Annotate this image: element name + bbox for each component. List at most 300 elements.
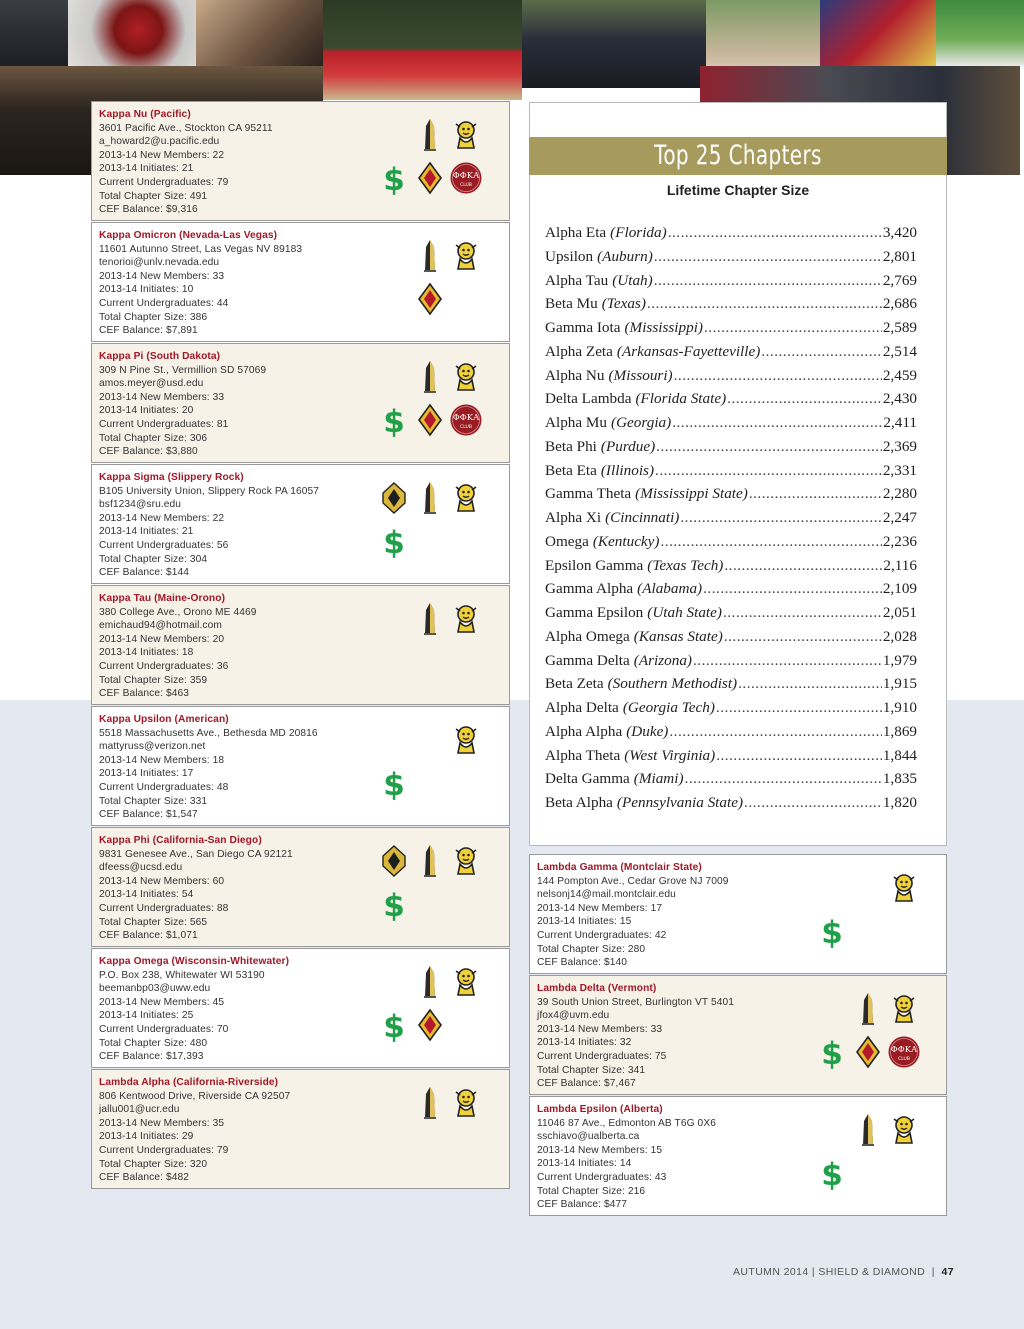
- lion-icon: [452, 118, 480, 152]
- page-number: 47: [941, 1266, 955, 1278]
- chapter-info: [99, 108, 273, 217]
- lion-icon: [452, 239, 480, 273]
- svg-text:$: $: [383, 162, 405, 195]
- chapter-new-members: 2013-14 New Members: 33: [99, 391, 225, 403]
- chapter-address: 3601 Pacific Ave., Stockton CA 95211: [99, 122, 273, 134]
- top25-panel: [529, 102, 947, 846]
- chapter-card: [529, 1096, 947, 1216]
- top25-count: 2,459: [882, 366, 917, 384]
- obelisk-icon: [416, 481, 444, 515]
- chapter-card: [529, 975, 947, 1095]
- chapter-cef-balance: CEF Balance: $140: [537, 957, 628, 969]
- chapter-info: [99, 955, 289, 1064]
- dot-leader: [724, 557, 882, 575]
- chapter-card: [91, 101, 510, 221]
- dot-leader: [654, 248, 882, 266]
- dollar-icon: [380, 766, 408, 800]
- top25-count: 1,979: [882, 651, 917, 669]
- chapter-name: Kappa Omega (Wisconsin-Whitewater): [99, 956, 290, 967]
- top25-count: 1,915: [882, 675, 917, 693]
- top25-chapter: Gamma Iota: [545, 319, 621, 336]
- chapter-cef-balance: CEF Balance: $1,547: [99, 809, 198, 821]
- lion-icon: [452, 360, 480, 394]
- top25-school: (Duke): [626, 722, 669, 740]
- dot-leader: [761, 343, 882, 361]
- chapter-card: [91, 1069, 510, 1189]
- gold-shield-icon: [380, 481, 408, 515]
- dot-leader: [716, 699, 882, 717]
- top25-school: (Cincinnati): [605, 509, 680, 526]
- top25-count: 2,109: [882, 580, 917, 598]
- obelisk-icon: [854, 992, 882, 1026]
- top25-row: [545, 272, 917, 294]
- lion-icon: [452, 1086, 480, 1120]
- chapter-initiates: 2013-14 Initiates: 10: [99, 284, 194, 296]
- top25-count: 2,051: [882, 604, 917, 621]
- top25-count: 2,116: [883, 556, 917, 574]
- top25-school: (Miami): [633, 770, 684, 788]
- top25-school: (Florida): [610, 224, 667, 241]
- top25-chapter: Alpha Omega: [545, 627, 630, 645]
- left-chapter-column: [91, 101, 510, 1190]
- obelisk-icon: [416, 239, 444, 273]
- dot-leader: [655, 462, 882, 480]
- chapter-initiates: 2013-14 Initiates: 18: [99, 647, 194, 659]
- top25-school: (Arkansas-Fayetteville): [616, 342, 761, 360]
- chapter-new-members: 2013-14 New Members: 45: [99, 996, 225, 1008]
- chapter-card: [529, 854, 947, 974]
- top25-row: [545, 367, 917, 389]
- chapter-card: [91, 827, 510, 947]
- top25-chapter: Alpha Alpha: [545, 722, 623, 740]
- top25-row: [545, 248, 917, 270]
- chapter-card: [91, 222, 510, 342]
- top25-school: (Kentucky): [592, 532, 660, 550]
- top25-row: [545, 652, 917, 674]
- top25-row: [545, 628, 917, 650]
- svg-text:$: $: [383, 404, 405, 437]
- chapter-undergraduates: Current Undergraduates: 81: [99, 418, 229, 430]
- chapter-cef-balance: CEF Balance: $482: [99, 1172, 190, 1184]
- svg-text:$: $: [821, 1036, 843, 1069]
- chapter-size: Total Chapter Size: 304: [99, 553, 208, 565]
- chapter-email[interactable]: amos.meyer@usd.edu: [99, 378, 204, 390]
- phi-club-icon: [449, 161, 483, 195]
- dollar-icon: [818, 1035, 846, 1069]
- dot-leader: [738, 675, 882, 693]
- top25-school: (Missouri): [608, 366, 673, 384]
- dollar-icon: [818, 1156, 846, 1190]
- chapter-name: Kappa Omicron (Nevada-Las Vegas): [99, 230, 278, 241]
- top25-row: [545, 438, 917, 460]
- dot-leader: [685, 770, 882, 788]
- chapter-info: [99, 1076, 290, 1185]
- top25-school: (Kansas State): [633, 627, 723, 645]
- chapter-info: [99, 713, 318, 822]
- top25-row: [545, 604, 917, 626]
- chapter-address: P.O. Box 238, Whitewater WI 53190: [99, 969, 265, 981]
- chapter-card: [91, 948, 510, 1068]
- dollar-icon: [380, 524, 408, 558]
- dot-leader: [704, 319, 882, 337]
- chapter-new-members: 2013-14 New Members: 15: [537, 1144, 663, 1156]
- chapter-name: Kappa Sigma (Slippery Rock): [99, 472, 244, 483]
- svg-text:CLUB: CLUB: [460, 425, 472, 430]
- top25-row: [545, 557, 917, 579]
- top25-count: 2,514: [882, 342, 917, 360]
- diamond-icon: [854, 1035, 882, 1069]
- svg-text:$: $: [383, 767, 405, 800]
- top25-count: 2,280: [882, 485, 917, 503]
- chapter-email[interactable]: jfox4@uvm.edu: [537, 1010, 610, 1022]
- chapter-new-members: 2013-14 New Members: 22: [99, 149, 225, 161]
- lion-icon: [452, 844, 480, 878]
- top25-count: 1,844: [882, 746, 917, 764]
- chapter-undergraduates: Current Undergraduates: 75: [537, 1050, 667, 1062]
- chapter-email[interactable]: a_howard2@u.pacific.edu: [99, 136, 220, 148]
- top25-school: (Mississippi State): [635, 485, 748, 503]
- top25-count: 2,430: [882, 390, 917, 408]
- diamond-icon: [416, 161, 444, 195]
- dot-leader: [716, 747, 882, 765]
- chapter-info: [99, 834, 293, 943]
- chapter-name: Kappa Tau (Maine-Orono): [99, 593, 226, 604]
- top25-chapter: Gamma Epsilon: [545, 604, 644, 621]
- top25-chapter: Gamma Alpha: [545, 580, 634, 598]
- chapter-cef-balance: CEF Balance: $463: [99, 688, 190, 700]
- top25-row: [545, 390, 917, 412]
- dot-leader: [674, 367, 882, 385]
- page-footer: [733, 1266, 954, 1278]
- dollar-icon: [380, 161, 408, 195]
- chapter-new-members: 2013-14 New Members: 22: [99, 512, 225, 524]
- top25-row: [545, 319, 917, 341]
- chapter-card: [91, 464, 510, 584]
- dot-leader: [672, 414, 882, 432]
- svg-text:ΦΦΚΑ: ΦΦΚΑ: [452, 413, 480, 423]
- right-chapter-column: [529, 854, 947, 1218]
- top25-school: (West Virginia): [624, 746, 716, 764]
- chapter-cef-balance: CEF Balance: $1,071: [99, 930, 198, 942]
- chapter-card: [91, 585, 510, 705]
- dot-leader: [680, 509, 881, 527]
- dot-leader: [669, 723, 881, 741]
- chapter-card: [91, 706, 510, 826]
- diamond-icon: [416, 282, 444, 316]
- chapter-size: Total Chapter Size: 359: [99, 674, 208, 686]
- dot-leader: [693, 652, 882, 670]
- top25-count: 2,769: [882, 271, 917, 289]
- dollar-icon: [380, 887, 408, 921]
- top25-count: 2,028: [882, 627, 917, 645]
- chapter-cef-balance: CEF Balance: $144: [99, 567, 190, 579]
- top25-count: 1,869: [882, 722, 917, 740]
- dollar-icon: [380, 403, 408, 437]
- top25-row: [545, 224, 917, 246]
- chapter-email[interactable]: dfeess@ucsd.edu: [99, 862, 183, 874]
- chapter-size: Total Chapter Size: 480: [99, 1037, 208, 1049]
- top25-school: (Utah State): [647, 604, 722, 621]
- top25-chapter: Beta Phi: [545, 437, 597, 455]
- chapter-new-members: 2013-14 New Members: 17: [537, 902, 663, 914]
- top25-count: 2,411: [883, 414, 917, 431]
- chapter-cef-balance: CEF Balance: $477: [537, 1199, 628, 1211]
- chapter-size: Total Chapter Size: 565: [99, 916, 208, 928]
- top25-row: [545, 699, 917, 721]
- svg-text:CLUB: CLUB: [898, 1057, 910, 1062]
- chapter-info: [99, 350, 266, 459]
- photo-group-chapter: [522, 0, 706, 88]
- top25-count: 2,589: [882, 319, 917, 336]
- diamond-icon: [416, 403, 444, 437]
- gold-shield-icon: [380, 844, 408, 878]
- chapter-address: 380 College Ave., Orono ME 4469: [99, 606, 257, 618]
- phi-club-icon: [887, 1035, 921, 1069]
- svg-text:$: $: [821, 915, 843, 948]
- chapter-name: Lambda Delta (Vermont): [537, 983, 657, 994]
- chapter-name: Kappa Pi (South Dakota): [99, 351, 221, 362]
- top25-chapter: Omega: [545, 532, 589, 550]
- top25-school: (Texas): [601, 295, 646, 313]
- chapter-info: [537, 982, 734, 1091]
- top25-school: (Southern Methodist): [607, 675, 738, 693]
- top25-row: [545, 462, 917, 484]
- top25-count: 2,247: [882, 509, 917, 526]
- chapter-address: 144 Pompton Ave., Cedar Grove NJ 7009: [537, 875, 729, 887]
- chapter-new-members: 2013-14 New Members: 35: [99, 1117, 225, 1129]
- chapter-new-members: 2013-14 New Members: 33: [537, 1023, 663, 1035]
- dollar-icon: [818, 914, 846, 948]
- chapter-undergraduates: Current Undergraduates: 79: [99, 1144, 229, 1156]
- chapter-size: Total Chapter Size: 280: [537, 943, 646, 955]
- top25-chapter: Beta Mu: [545, 295, 598, 313]
- dot-leader: [724, 628, 882, 646]
- top25-school: (Auburn): [597, 247, 653, 265]
- top25-school: (Pennsylvania State): [616, 794, 744, 811]
- photo-pi-kappa-flag: [820, 0, 936, 66]
- top25-chapter: Alpha Delta: [545, 699, 619, 716]
- top25-chapter: Beta Zeta: [545, 675, 604, 693]
- chapter-email[interactable]: tenorioi@unlv.nevada.edu: [99, 257, 220, 269]
- chapter-address: 39 South Union Street, Burlington VT 5401: [537, 996, 735, 1008]
- chapter-info: [99, 229, 302, 338]
- top25-row: [545, 414, 917, 436]
- chapter-size: Total Chapter Size: 306: [99, 432, 208, 444]
- dot-leader: [727, 390, 882, 408]
- top25-chapter: Alpha Zeta: [545, 342, 613, 360]
- top25-chapter: Upsilon: [545, 247, 594, 265]
- diamond-icon: [416, 1008, 444, 1042]
- chapter-email[interactable]: jallu001@ucr.edu: [99, 1104, 180, 1116]
- photo-pka-banner: [323, 0, 522, 100]
- top25-count: 1,820: [882, 794, 917, 811]
- top25-chapter: Alpha Eta: [545, 224, 607, 241]
- chapter-initiates: 2013-14 Initiates: 54: [99, 889, 194, 901]
- top25-school: (Arizona): [633, 651, 692, 669]
- top25-row: [545, 580, 917, 602]
- obelisk-icon: [416, 1086, 444, 1120]
- top25-school: (Alabama): [637, 580, 703, 598]
- dot-leader: [656, 438, 882, 456]
- chapter-cef-balance: CEF Balance: $7,891: [99, 325, 198, 337]
- chapter-info: [99, 592, 257, 701]
- top25-subtitle: Lifetime Chapter Size: [666, 182, 810, 198]
- obelisk-icon: [416, 602, 444, 636]
- top25-chapter: Alpha Tau: [545, 271, 609, 289]
- chapter-address: 309 N Pine St., Vermillion SD 57069: [99, 364, 267, 376]
- top25-chapter: Beta Alpha: [545, 794, 613, 811]
- top25-chapter: Gamma Delta: [545, 651, 630, 669]
- chapter-initiates: 2013-14 Initiates: 21: [99, 163, 194, 175]
- top25-count: 2,801: [882, 247, 917, 265]
- svg-text:$: $: [383, 888, 405, 921]
- chapter-undergraduates: Current Undergraduates: 44: [99, 297, 229, 309]
- svg-text:ΦΦΚΑ: ΦΦΚΑ: [452, 171, 480, 181]
- chapter-card: [91, 343, 510, 463]
- top25-row: [545, 723, 917, 745]
- top25-row: [545, 533, 917, 555]
- chapter-new-members: 2013-14 New Members: 60: [99, 875, 225, 887]
- chapter-undergraduates: Current Undergraduates: 36: [99, 660, 229, 672]
- top25-school: (Texas Tech): [647, 556, 724, 574]
- chapter-size: Total Chapter Size: 491: [99, 190, 208, 202]
- obelisk-icon: [416, 360, 444, 394]
- chapter-cef-balance: CEF Balance: $7,467: [537, 1078, 636, 1090]
- chapter-initiates: 2013-14 Initiates: 21: [99, 526, 194, 538]
- chapter-name: Kappa Upsilon (American): [99, 714, 229, 725]
- photo-basketball-player: [196, 0, 323, 66]
- lion-icon: [890, 1113, 918, 1147]
- chapter-info: [537, 1103, 716, 1212]
- chapter-name: Lambda Alpha (California-Riverside): [99, 1077, 279, 1088]
- top25-row: [545, 343, 917, 365]
- top25-chapter: Gamma Theta: [545, 485, 632, 503]
- chapter-size: Total Chapter Size: 216: [537, 1185, 646, 1197]
- chapter-size: Total Chapter Size: 386: [99, 311, 208, 323]
- top25-row: [545, 675, 917, 697]
- photo-men-suits: [0, 0, 68, 66]
- chapter-initiates: 2013-14 Initiates: 15: [537, 916, 632, 928]
- svg-text:$: $: [821, 1157, 843, 1190]
- top25-chapter: Alpha Nu: [545, 366, 605, 384]
- chapter-cef-balance: CEF Balance: $17,393: [99, 1051, 204, 1063]
- chapter-info: [99, 471, 319, 580]
- top25-chapter: Beta Eta: [545, 461, 597, 479]
- top25-school: (Purdue): [600, 437, 656, 455]
- top25-chapter: Epsilon Gamma: [545, 556, 644, 574]
- chapter-undergraduates: Current Undergraduates: 88: [99, 902, 229, 914]
- top25-chapter: Alpha Theta: [545, 746, 621, 764]
- dollar-icon: [380, 1008, 408, 1042]
- lion-icon: [452, 723, 480, 757]
- top25-row: [545, 747, 917, 769]
- chapter-initiates: 2013-14 Initiates: 32: [537, 1037, 632, 1049]
- chapter-undergraduates: Current Undergraduates: 48: [99, 781, 229, 793]
- top25-row: [545, 295, 917, 317]
- top25-row: [545, 485, 917, 507]
- chapter-new-members: 2013-14 New Members: 18: [99, 754, 225, 766]
- chapter-initiates: 2013-14 Initiates: 17: [99, 768, 194, 780]
- dot-leader: [723, 604, 882, 622]
- chapter-initiates: 2013-14 Initiates: 14: [537, 1158, 632, 1170]
- dot-leader: [749, 485, 882, 503]
- chapter-undergraduates: Current Undergraduates: 42: [537, 929, 667, 941]
- top25-chapter: Delta Gamma: [545, 770, 630, 788]
- footer-separator: |: [928, 1266, 942, 1278]
- chapter-email[interactable]: bsf1234@sru.edu: [99, 499, 182, 511]
- chapter-size: Total Chapter Size: 331: [99, 795, 208, 807]
- photo-football-action: [936, 0, 1024, 66]
- obelisk-icon: [854, 1113, 882, 1147]
- top25-count: 3,420: [882, 224, 917, 241]
- top25-count: 2,686: [882, 295, 917, 313]
- dot-leader: [647, 295, 882, 313]
- chapter-new-members: 2013-14 New Members: 33: [99, 270, 225, 282]
- chapter-address: 9831 Genesee Ave., San Diego CA 92121: [99, 848, 293, 860]
- chapter-undergraduates: Current Undergraduates: 56: [99, 539, 229, 551]
- svg-text:$: $: [383, 525, 405, 558]
- obelisk-icon: [416, 965, 444, 999]
- chapter-initiates: 2013-14 Initiates: 25: [99, 1010, 194, 1022]
- chapter-cef-balance: CEF Balance: $3,880: [99, 446, 198, 458]
- top25-count: 2,369: [882, 437, 917, 455]
- top25-school: (Georgia): [611, 414, 672, 431]
- lion-icon: [890, 992, 918, 1026]
- chapter-initiates: 2013-14 Initiates: 29: [99, 1131, 194, 1143]
- top25-title: Top 25 Chapters: [654, 140, 822, 171]
- chapter-name: Lambda Epsilon (Alberta): [537, 1104, 663, 1115]
- chapter-email[interactable]: mattyruss@verizon.net: [99, 741, 206, 753]
- photo-football-player: [68, 0, 196, 66]
- chapter-undergraduates: Current Undergraduates: 43: [537, 1171, 667, 1183]
- obelisk-icon: [416, 844, 444, 878]
- top25-banner: [529, 137, 947, 175]
- top25-count: 1,835: [882, 770, 917, 788]
- chapter-address: 11601 Autunno Street, Las Vegas NV 89183: [99, 243, 303, 255]
- chapter-email[interactable]: nelsonj14@mail.montclair.edu: [537, 889, 676, 901]
- top25-chapter: Delta Lambda: [545, 390, 632, 408]
- chapter-info: [537, 861, 729, 970]
- chapter-initiates: 2013-14 Initiates: 20: [99, 405, 194, 417]
- lion-icon: [452, 602, 480, 636]
- chapter-size: Total Chapter Size: 320: [99, 1158, 208, 1170]
- top25-count: 2,236: [882, 532, 917, 550]
- chapter-undergraduates: Current Undergraduates: 79: [99, 176, 229, 188]
- chapter-new-members: 2013-14 New Members: 20: [99, 633, 225, 645]
- chapter-email[interactable]: sschiavo@ualberta.ca: [537, 1131, 640, 1143]
- chapter-email[interactable]: emichaud94@hotmail.com: [99, 620, 222, 632]
- top25-chapter: Alpha Xi: [545, 509, 602, 526]
- top25-count: 2,331: [882, 461, 917, 479]
- top25-school: (Utah): [612, 271, 653, 289]
- chapter-address: B105 University Union, Slippery Rock PA 16057: [99, 485, 320, 497]
- chapter-email[interactable]: beemanbp03@uww.edu: [99, 983, 211, 995]
- chapter-name: Kappa Phi (California-San Diego): [99, 835, 262, 846]
- dot-leader: [744, 794, 882, 812]
- obelisk-icon: [416, 118, 444, 152]
- chapter-address: 806 Kentwood Drive, Riverside CA 92507: [99, 1090, 291, 1102]
- chapter-address: 5518 Massachusetts Ave., Bethesda MD 20816: [99, 727, 318, 739]
- dot-leader: [668, 224, 882, 242]
- chapter-address: 11046 87 Ave., Edmonton AB T6G 0X6: [537, 1117, 716, 1129]
- dot-leader: [703, 580, 882, 598]
- top25-row: [545, 794, 917, 816]
- svg-text:$: $: [383, 1009, 405, 1042]
- top25-school: (Florida State): [635, 390, 727, 408]
- dot-leader: [660, 533, 881, 551]
- top25-school: (Illinois): [600, 461, 655, 479]
- top25-school: (Georgia Tech): [622, 699, 715, 716]
